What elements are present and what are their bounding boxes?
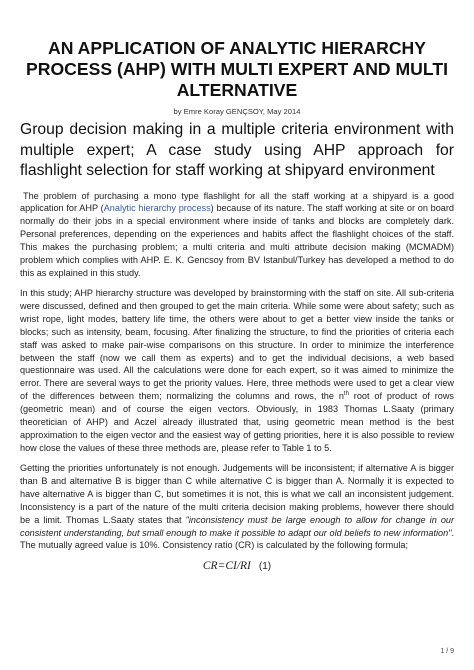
superscript-th: th — [343, 391, 349, 398]
equation-number: (1) — [258, 561, 272, 573]
author-byline: by Emre Koray GENÇSOY, May 2014 — [173, 107, 301, 116]
paper-title: AN APPLICATION OF ANALYTIC HIERARCHY PROCESS (AHP) WITH MULTI EXPERT AND MULTI ALTERNATIVE — [26, 38, 448, 100]
paragraph-text: In this study; AHP hierarchy structure was developed by brainstorming with the staff on site. All sub-criteria were discussed, defined and then grouped to get the main criteria. While some were about safety; such as wrist rope, light modes, battery life time, the others were about to get a better view inside the tanks or blocks; such as intensity, beam, focusing. After finalizing the structure, to find the priorities of criteria each staff was asked to make pair-wise comparisons on this structure. In order to minimize the interference between the staff (now we call them as experts) and to get the individual decisions, a web based questionnaire was used. All the calculations were done for each expert, so it was aimed to minimize the error. There are several ways to get the priority values. Here, three methods were used to get a clear view of the differences between them; normalizing the columns and rows, the n — [20, 288, 454, 402]
ahp-link[interactable]: Analytic hierarchy process — [103, 203, 211, 214]
paper-subtitle: Group decision making in a multiple criteria environment with multiple expert; A case study using AHP approach for flashlight selection for staff working at shipyard environment — [20, 121, 454, 179]
page-number: 1 / 9 — [440, 648, 454, 655]
formula-expression: CR=CI/RI — [202, 560, 251, 573]
paragraph-text: Getting the priorities unfortunately is not enough. Judgements will be inconsistent; if alternative A is bigger than B and alternative B is bigger than C while alternative C is bigger than A. Normally it is expected to have alternative A is bigger than C, but sometimes it is not, this is what we call an inconsistent judgement. Inconsistency is a part of the nature of the multi criteria decision making problems, however there should be a limit. Thomas L.Saaty states that — [20, 463, 454, 525]
paragraph-text: root of product of rows (geometric mean) and of course the eigen vectors. Obviously, in 1983 Thomas L.Saaty (primary theoretician of AHP) and Aczel already illustrated that, using geometric mean method is the best approximation to the eigen vector and the easiest way of getting priorities, here it is also possible to review how close the values of these three methods are, please refer to Table 1 to 5. — [20, 391, 454, 453]
paragraph-text: ) because of its nature. The staff working at site or on board normally do their jobs in a special environment where inside of tanks and blocks are completely dark. Personal preferences, depending on the experiences and habits affect the flashlight choices of the staff. This makes the purchasing problem; a multi criteria and multi attribute decision making (MCMADM) problem which complies with AHP. E. K. Gencsoy from BV Istanbul/Turkey has developed a method to do this as explained in this study. — [20, 203, 454, 278]
paragraph-text: . The mutually agreed value is 10%. Consistency ratio (CR) is calculated by the following formula; — [20, 527, 454, 551]
saaty-quote: "inconsistency must be large enough to allow for change in our consistent understanding, but small enough to make it possible to adapt our old beliefs to new information" — [20, 514, 455, 538]
consistency-ratio-formula — [20, 559, 454, 574]
document-page — [20, 38, 454, 574]
paragraph-text: The problem of purchasing a mono type flashlight for all the staff working at a shipyard is a good application for AHP ( — [20, 190, 454, 214]
body-paragraph-1 — [20, 190, 454, 280]
body-paragraph-2 — [20, 287, 454, 454]
body-paragraph-3 — [20, 462, 454, 552]
